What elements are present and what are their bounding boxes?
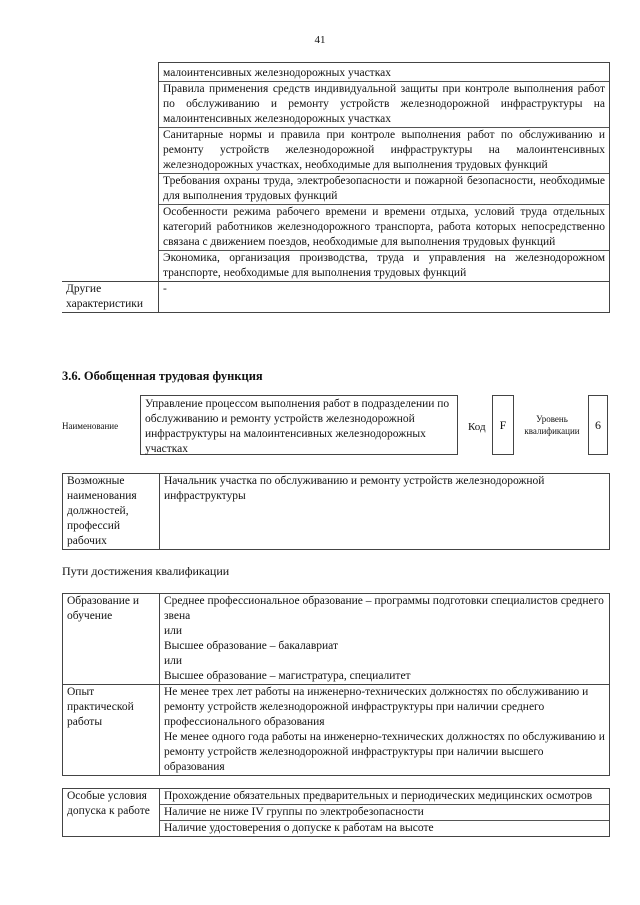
admission-line: Наличие не ниже IV группы по электробезопасности [160, 805, 609, 821]
education-label: Образование и обучение [63, 594, 160, 685]
admission-table [62, 788, 610, 837]
education-line: или [164, 625, 183, 637]
positions-value: Начальник участка по обслуживанию и ремонту устройств железнодорожной инфраструктуры [160, 474, 610, 550]
code-value: F [492, 395, 514, 455]
other-characteristics-label: Другие характеристики [62, 282, 159, 313]
qualification-table [62, 593, 610, 776]
education-line: Высшее образование – магистратура, специалитет [164, 670, 411, 682]
section-heading: 3.6. Обобщенная трудовая функция [62, 369, 263, 383]
positions-label: Возможные наименования должностей, профессий рабочих [63, 474, 160, 550]
experience-label: Опыт практической работы [63, 685, 160, 776]
page-number: 41 [314, 34, 326, 46]
other-characteristics-value: - [159, 282, 610, 313]
admission-line: Прохождение обязательных предварительных и периодических медицинских осмотров [160, 789, 609, 805]
requirements-label-cell [62, 63, 159, 282]
code-label: Код [468, 421, 486, 433]
experience-line: Не менее трех лет работы на инженерно-технических должностях по обслуживанию и ремонту устройств железнодорожной инфраструктуры при наличии среднего профессионального образования [164, 686, 589, 728]
requirement-item: малоинтенсивных железнодорожных участках [159, 63, 609, 82]
requirement-item: Правила применения средств индивидуальной защиты при контроле выполнения работ по обслуживанию и ремонту устройств железнодорожной инфраструктуры на малоинтенсивных железнодорожных участках [159, 82, 609, 128]
admission-label: Особые условия допуска к работе [63, 789, 160, 837]
admission-line: Наличие удостоверения о допуске к работам на высоте [164, 822, 434, 834]
requirement-item: Санитарные нормы и правила при контроле выполнения работ по обслуживанию и ремонту устройств железнодорожной инфраструктуры на малоинтенсивных железнодорожных участках, необходимые для выполнения трудовых функций [159, 128, 609, 174]
education-value [160, 594, 610, 685]
qualification-title: Пути достижения квалификации [62, 564, 230, 578]
requirement-item: Экономика, организация производства, труда и управления на железнодорожном транспорте, необходимые для выполнения трудовых функций [163, 252, 605, 279]
requirements-value-cell [159, 63, 610, 282]
experience-line: Не менее одного года работы на инженерно-технических должностях по обслуживанию и ремонту устройств железнодорожной инфраструктуры при наличии высшего образования [164, 731, 605, 773]
education-line: или [164, 655, 183, 667]
requirement-item: Особенности режима рабочего времени и времени отдыха, условий труда отдельных категорий работников железнодорожного транспорта, работа которых непосредственно связана с движением поездов, необходимые для выполнения трудовых функций [159, 205, 609, 251]
level-label: Уровень квалификации [524, 414, 580, 436]
experience-value [160, 685, 610, 776]
positions-table [62, 473, 610, 550]
admission-value [160, 789, 610, 837]
requirements-table [62, 62, 610, 313]
level-value: 6 [588, 395, 608, 455]
name-label: Наименование [62, 421, 119, 431]
requirement-item: Требования охраны труда, электробезопасности и пожарной безопасности, необходимые для выполнения трудовых функций [159, 174, 609, 205]
education-line: Высшее образование – бакалавриат [164, 640, 338, 652]
education-line: Среднее профессиональное образование – программы подготовки специалистов среднего звена [164, 595, 604, 622]
function-name-box: Управление процессом выполнения работ в подразделении по обслуживанию и ремонту устройств железнодорожной инфраструктуры на малоинтенсивных железнодорожных участках [140, 395, 458, 455]
